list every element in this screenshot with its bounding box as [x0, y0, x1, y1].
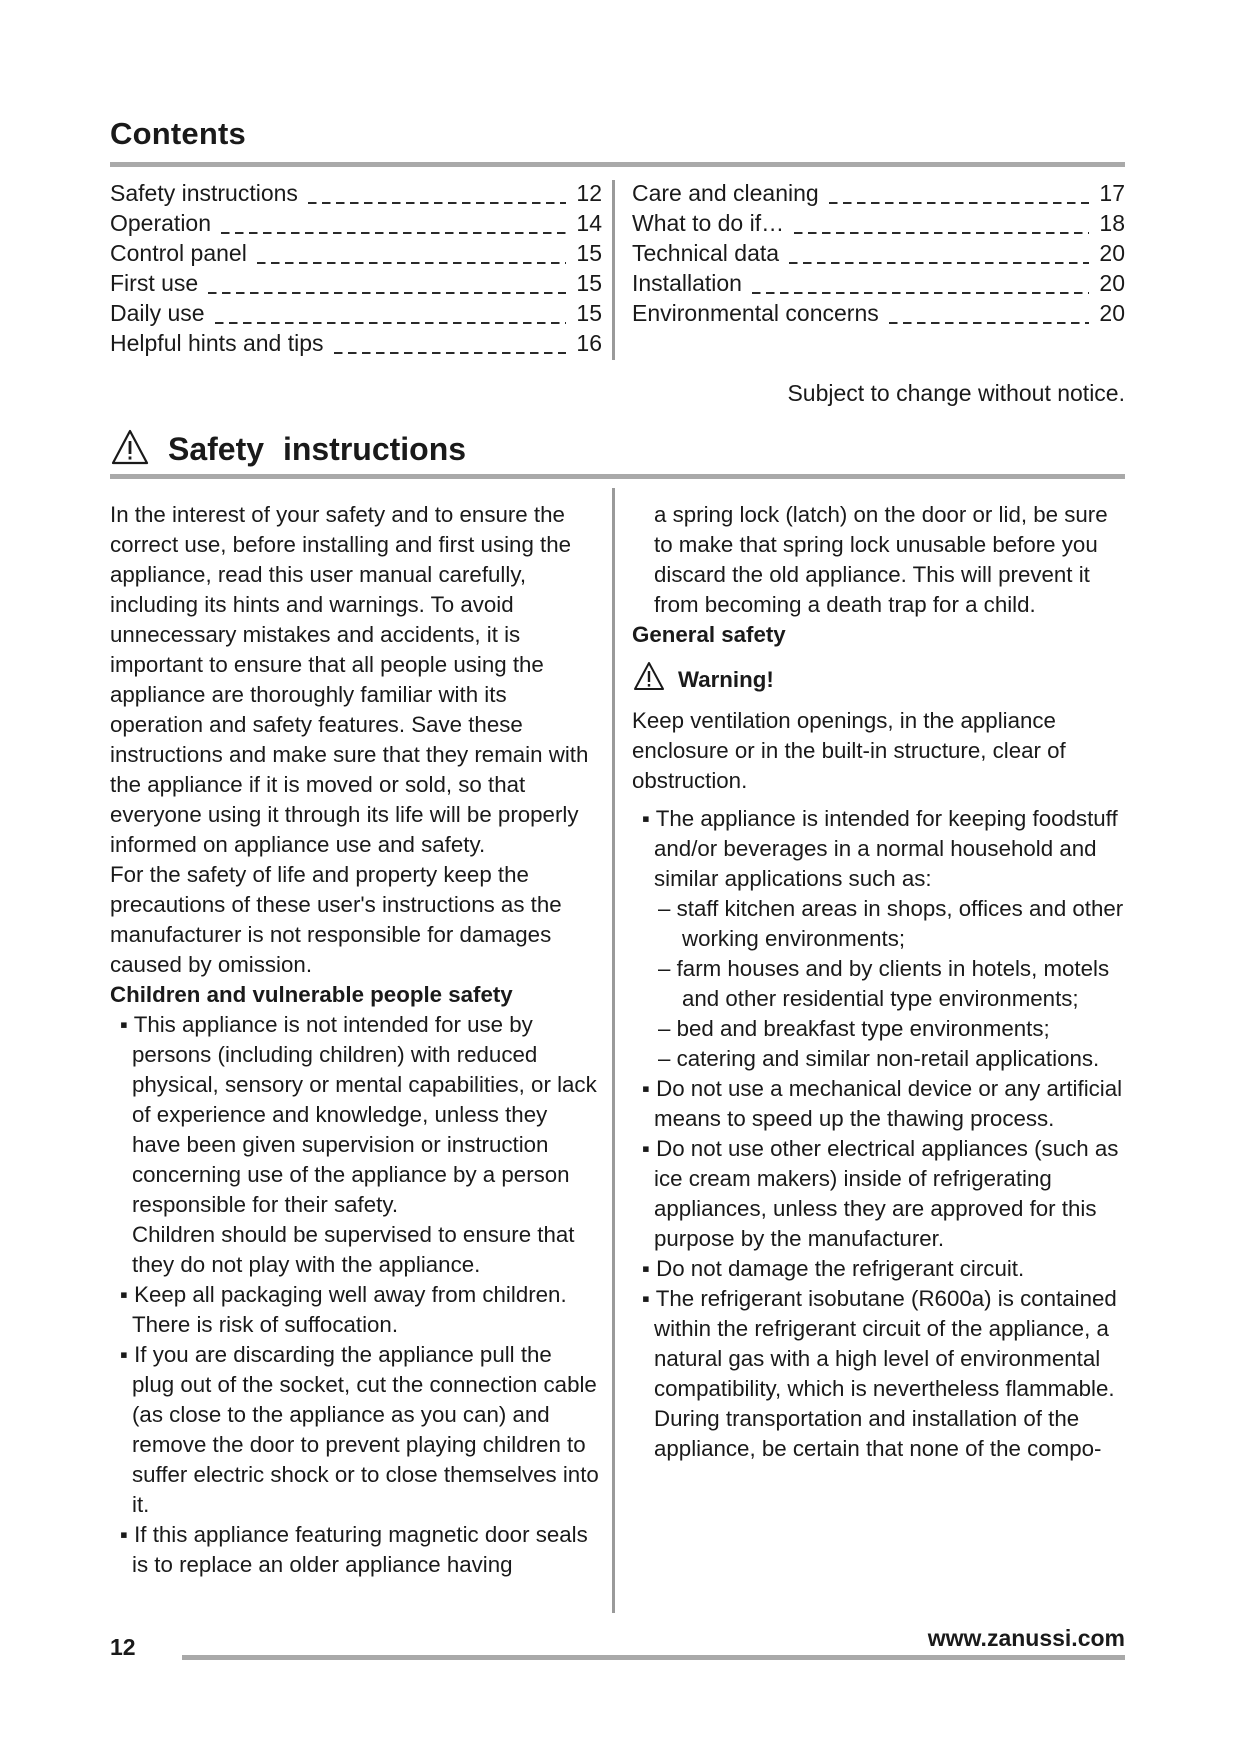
toc-leader	[889, 322, 1089, 324]
toc-entry-page: 20	[1099, 240, 1125, 266]
toc-entry-title: Care and cleaning	[632, 180, 819, 206]
bullet-item: ▪ Keep all packaging well away from children. There is risk of suffocation.	[120, 1282, 567, 1337]
toc-leader	[789, 262, 1089, 264]
toc-leader	[257, 262, 566, 264]
dash-item-text: bed and breakfast type environments;	[676, 1016, 1050, 1041]
dash-item: – bed and breakfast type environments;	[658, 1016, 1050, 1041]
toc-entry[interactable]	[110, 268, 602, 298]
toc-entry-page: 18	[1099, 210, 1125, 236]
toc-entry[interactable]	[110, 328, 602, 358]
subject-to-change-note: Subject to change without notice.	[787, 380, 1125, 406]
bullet-item: ▪ The appliance is intended for keeping foodstuff and/or beverages in a normal household and similar applications such as:	[642, 806, 1118, 891]
toc-right-column	[632, 178, 1125, 328]
toc-entry[interactable]	[632, 298, 1125, 328]
toc-leader	[221, 232, 566, 234]
bullet-text: This appliance is not intended for use by persons (including children) with reduced physical, sensory or mental capabilities, or lack of experience and knowledge, unless they have been given supervision or instruction concerning use of the appliance by a person responsible for their safety.	[132, 1012, 597, 1217]
toc-entry-page: 15	[576, 300, 602, 326]
toc-entry[interactable]	[632, 208, 1125, 238]
toc-entry-title: Safety instructions	[110, 180, 298, 206]
toc-entry-page: 14	[576, 210, 602, 236]
safety-left-column	[110, 500, 600, 1580]
toc-entry-title: Installation	[632, 270, 742, 296]
page-number: 12	[110, 1634, 136, 1660]
bullet-text: Do not use other electrical appliances (such as ice cream makers) inside of refrigerating appliances, unless they are approved for this purpose by the manufacturer.	[654, 1136, 1119, 1251]
toc-column-divider	[612, 180, 615, 360]
toc-entry-page: 16	[576, 330, 602, 356]
bullet-item: ▪ Do not use a mechanical device or any artificial means to speed up the thawing process.	[642, 1076, 1123, 1131]
dash-item: – staff kitchen areas in shops, offices and other working environments;	[658, 896, 1124, 951]
bullet-continuation: a spring lock (latch) on the door or lid, be sure to make that spring lock unusable before you discard the old appliance. This will prevent it from becoming a death trap for a child.	[654, 502, 1108, 617]
toc-entry[interactable]	[110, 208, 602, 238]
toc-entry-title: Environmental concerns	[632, 300, 879, 326]
bullet-text: The refrigerant isobutane (R600a) is contained within the refrigerant circuit of the appliance, a natural gas with a high level of environmental compatibility, which is nevertheless flammable.	[654, 1286, 1117, 1401]
bullet-text: If you are discarding the appliance pull the plug out of the socket, cut the connection cable (as close to the appliance as you can) and remove the door to prevent playing children to suffer electric shock or to close themselves into it.	[132, 1342, 599, 1517]
toc-entry-title: Daily use	[110, 300, 205, 326]
bullet-text: The appliance is intended for keeping foodstuff and/or beverages in a normal household and similar applications such as:	[654, 806, 1118, 891]
intro-paragraph: In the interest of your safety and to ensure the correct use, before installing and first using the appliance, read this user manual carefully, including its hints and warnings. To avoid unnecessary mistakes and accidents, it is important to ensure that all people using the appliance are thoroughly familiar with its operation and safety features. Save these instructions and make sure that they remain with the appliance if it is moved or sold, so that everyone using it through its life will be properly informed on appliance use and safety.	[110, 502, 589, 857]
bullet-text: Do not use a mechanical device or any artificial means to speed up the thawing process.	[654, 1076, 1123, 1131]
contents-rule	[110, 162, 1125, 167]
toc-entry-page: 20	[1099, 270, 1125, 296]
warning-paragraph: Keep ventilation openings, in the appliance enclosure or in the built-in structure, clear of obstruction.	[632, 708, 1066, 793]
bullet-item: ▪ Do not use other electrical appliances (such as ice cream makers) inside of refrigerating appliances, unless they are approved for this purpose by the manufacturer.	[642, 1136, 1119, 1251]
toc-entry-title: Control panel	[110, 240, 247, 266]
toc-leader	[829, 202, 1089, 204]
toc-leader	[208, 292, 566, 294]
bullet-item: ▪ This appliance is not intended for use by persons (including children) with reduced physical, sensory or mental capabilities, or lack of experience and knowledge, unless they have been given supervision or instruction concerning use of the appliance by a person responsible for their safety.	[120, 1012, 597, 1217]
toc-leader	[308, 202, 566, 204]
warning-callout	[632, 660, 1125, 700]
bullet-text: Keep all packaging well away from children. There is risk of suffocation.	[132, 1282, 567, 1337]
dash-item: – catering and similar non-retail applications.	[658, 1046, 1100, 1071]
footer-rule	[182, 1655, 1125, 1660]
toc-entry-title: Helpful hints and tips	[110, 330, 324, 356]
toc-entry-page: 15	[576, 270, 602, 296]
warning-triangle-icon	[110, 428, 150, 471]
children-safety-heading: Children and vulnerable people safety	[110, 982, 513, 1007]
safety-rule	[110, 474, 1125, 479]
bullet-item: ▪ If you are discarding the appliance pull the plug out of the socket, cut the connection cable (as close to the appliance as you can) and remove the door to prevent playing children to suffer electric shock or to close themselves into it.	[120, 1342, 599, 1517]
bullet-item: ▪ Do not damage the refrigerant circuit.	[642, 1256, 1025, 1281]
dash-item: – farm houses and by clients in hotels, motels and other residential type environments;	[658, 956, 1110, 1011]
toc-entry-title: What to do if…	[632, 210, 785, 236]
safety-right-column	[632, 500, 1125, 1464]
toc-entry-title: First use	[110, 270, 199, 296]
toc-entry[interactable]	[632, 178, 1125, 208]
toc-entry-page: 17	[1099, 180, 1125, 206]
website-link[interactable]: www.zanussi.com	[927, 1625, 1125, 1651]
toc-entry[interactable]	[110, 178, 602, 208]
toc-entry[interactable]	[632, 238, 1125, 268]
toc-leader	[794, 232, 1089, 234]
general-safety-heading: General safety	[632, 622, 786, 647]
toc-entry-title: Technical data	[632, 240, 780, 266]
intro-paragraph: For the safety of life and property keep the precautions of these user's instructions as the manufacturer is not responsible for damages caused by omission.	[110, 862, 562, 977]
dash-item-text: catering and similar non-retail applications.	[676, 1046, 1100, 1071]
bullet-continuation: During transportation and installation of the appliance, be certain that none of the compo-	[654, 1406, 1102, 1461]
dash-item-text: staff kitchen areas in shops, offices and other working environments;	[676, 896, 1124, 951]
toc-entry-page: 15	[576, 240, 602, 266]
toc-leader	[215, 322, 566, 324]
column-divider	[612, 488, 615, 1613]
bullet-item: ▪ The refrigerant isobutane (R600a) is contained within the refrigerant circuit of the appliance, a natural gas with a high level of environmental compatibility, which is nevertheless flammable.	[642, 1286, 1117, 1401]
bullet-text: Do not damage the refrigerant circuit.	[656, 1256, 1025, 1281]
bullet-text: If this appliance featuring magnetic door seals is to replace an older appliance having	[132, 1522, 588, 1577]
toc-entry-title: Operation	[110, 210, 212, 236]
safety-heading	[110, 428, 466, 470]
toc-leader	[334, 352, 566, 354]
contents-heading: Contents	[110, 116, 246, 151]
toc-left-column	[110, 178, 602, 358]
dash-item-text: farm houses and by clients in hotels, motels and other residential type environments;	[676, 956, 1110, 1011]
warning-label: Warning!	[678, 667, 774, 692]
bullet-item: ▪ If this appliance featuring magnetic door seals is to replace an older appliance having	[120, 1522, 588, 1577]
toc-leader	[752, 292, 1089, 294]
toc-entry[interactable]	[110, 238, 602, 268]
toc-entry-page: 12	[576, 180, 602, 206]
toc-entry-page: 20	[1099, 300, 1125, 326]
warning-triangle-icon	[632, 660, 666, 700]
toc-entry[interactable]	[110, 298, 602, 328]
safety-heading-title: Safety instructions	[168, 430, 467, 467]
toc-entry[interactable]	[632, 268, 1125, 298]
bullet-continuation: Children should be supervised to ensure that they do not play with the appliance.	[132, 1222, 575, 1277]
